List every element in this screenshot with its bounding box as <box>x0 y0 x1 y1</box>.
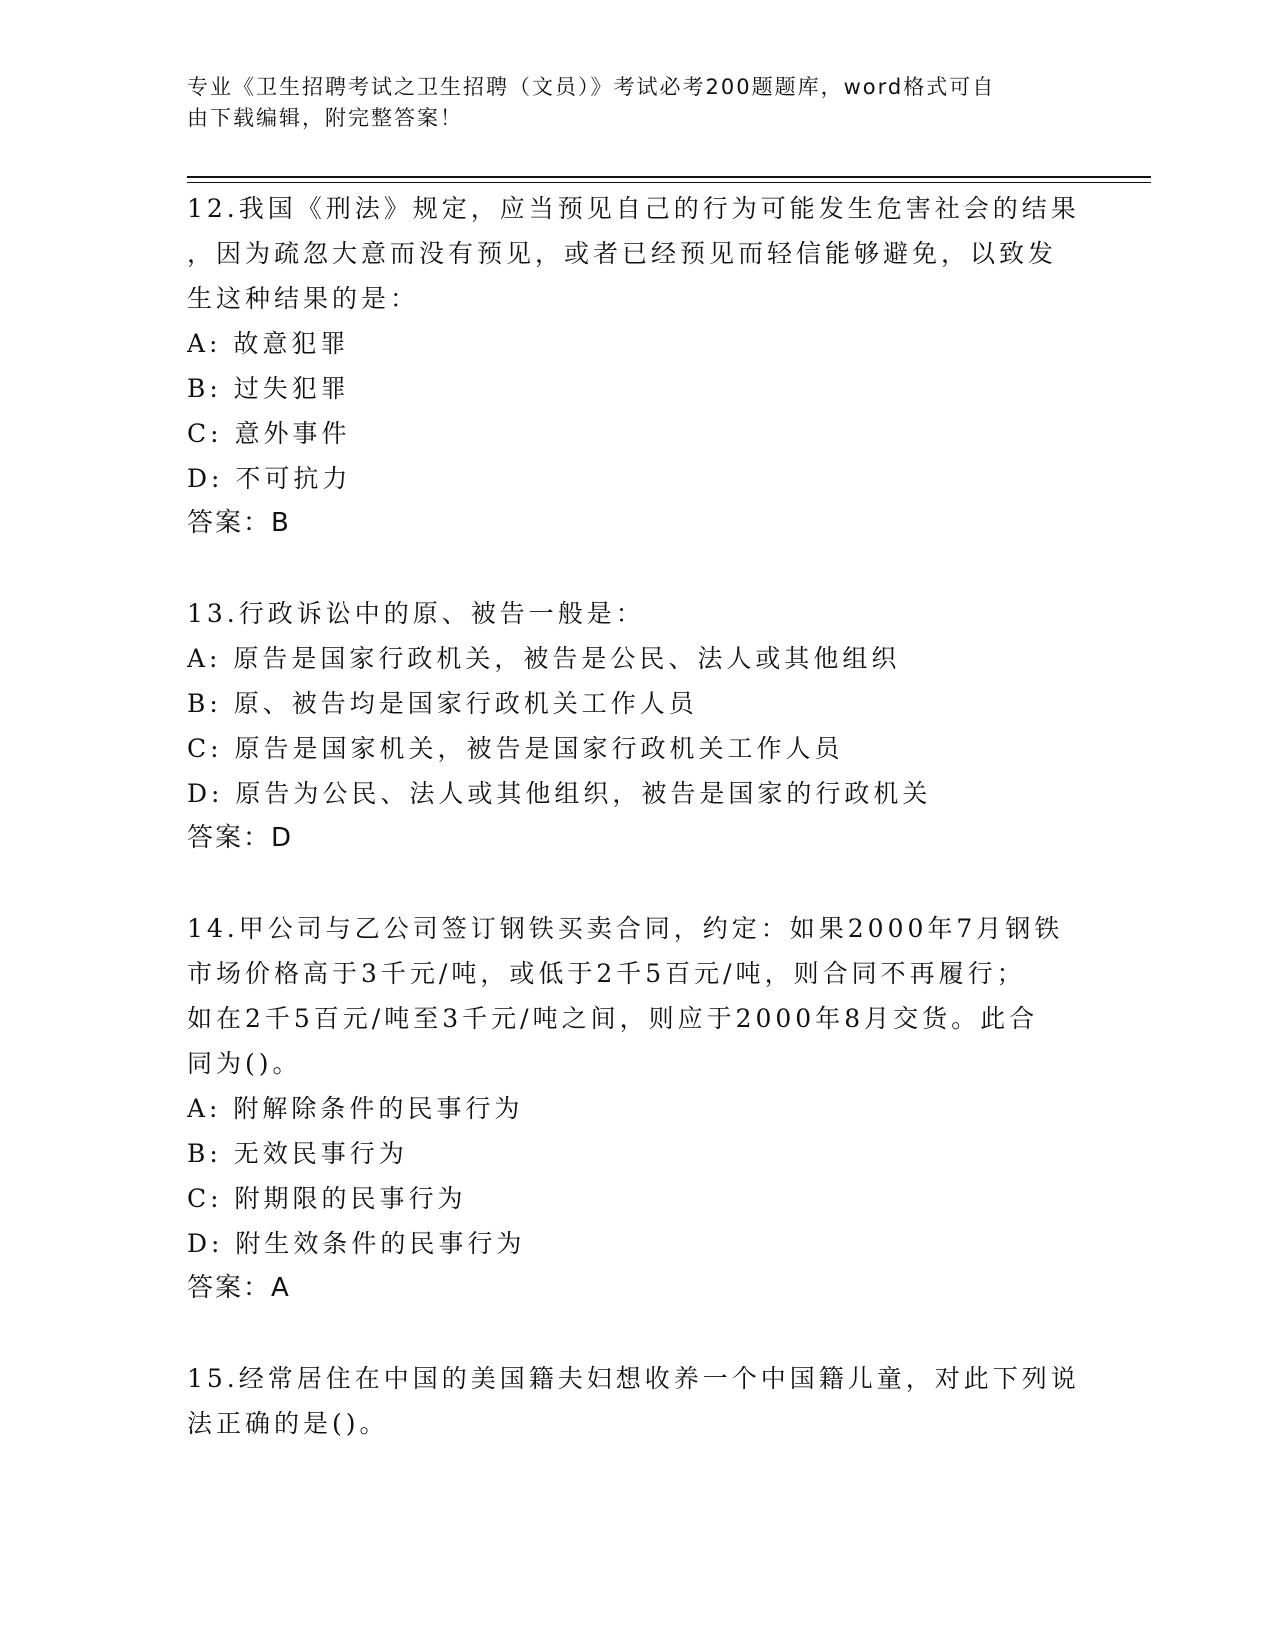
option-a: A: 原告是国家行政机关，被告是公民、法人或其他组织 <box>187 644 901 673</box>
question-14 <box>187 906 1087 1311</box>
option-a: A: 附解除条件的民事行为 <box>187 1094 524 1123</box>
question-list <box>187 186 1087 1446</box>
option-b: B: 无效民事行为 <box>187 1139 408 1168</box>
option-d: D: 不可抗力 <box>187 464 352 493</box>
option-d: D: 原告为公民、法人或其他组织，被告是国家的行政机关 <box>187 779 932 808</box>
header-rule-thin <box>187 182 1151 183</box>
question-stem-line: 如在2千5百元/吨至3千元/吨之间，则应于2000年8月交货。此合 <box>187 1004 1039 1033</box>
option-b: B: 原、被告均是国家行政机关工作人员 <box>187 689 698 718</box>
question-stem-line: 市场价格高于3千元/吨，或低于2千5百元/吨，则合同不再履行； <box>187 959 1026 988</box>
question-spacer <box>187 546 1087 591</box>
answer-line: 答案：B <box>187 508 291 538</box>
question-stem-line: 同为()。 <box>187 1049 302 1078</box>
document-header <box>187 72 1067 134</box>
option-b: B: 过失犯罪 <box>187 374 350 403</box>
question-stem-line: 13.行政诉讼中的原、被告一般是： <box>187 599 645 628</box>
question-stem-line: ，因为疏忽大意而没有预见，或者已经预见而轻信能够避免，以致发 <box>187 239 1058 268</box>
question-stem-line: 15.经常居住在中国的美国籍夫妇想收养一个中国籍儿童，对此下列说 <box>187 1364 1080 1393</box>
option-d: D: 附生效条件的民事行为 <box>187 1229 526 1258</box>
question-15 <box>187 1356 1087 1446</box>
question-12 <box>187 186 1087 546</box>
answer-line: 答案：A <box>187 1273 291 1303</box>
question-stem-line: 12.我国《刑法》规定，应当预见自己的行为可能发生危害社会的结果 <box>187 194 1080 223</box>
option-c: C: 附期限的民事行为 <box>187 1184 467 1213</box>
option-c: C: 原告是国家机关，被告是国家行政机关工作人员 <box>187 734 844 763</box>
question-stem-line: 生这种结果的是： <box>187 284 420 313</box>
option-c: C: 意外事件 <box>187 419 351 448</box>
answer-line: 答案：D <box>187 823 294 853</box>
question-spacer <box>187 1311 1087 1356</box>
header-line-2: 由下载编辑，附完整答案！ <box>187 106 463 130</box>
question-spacer <box>187 861 1087 906</box>
option-a: A: 故意犯罪 <box>187 329 350 358</box>
question-13 <box>187 591 1087 861</box>
question-stem-line: 法正确的是()。 <box>187 1409 389 1438</box>
header-rule-thick <box>187 176 1151 178</box>
question-stem-line: 14.甲公司与乙公司签订钢铁买卖合同，约定：如果2000年7月钢铁 <box>187 914 1064 943</box>
header-line-1: 专业《卫生招聘考试之卫生招聘（文员）》考试必考200题题库，word格式可自 <box>187 75 996 99</box>
